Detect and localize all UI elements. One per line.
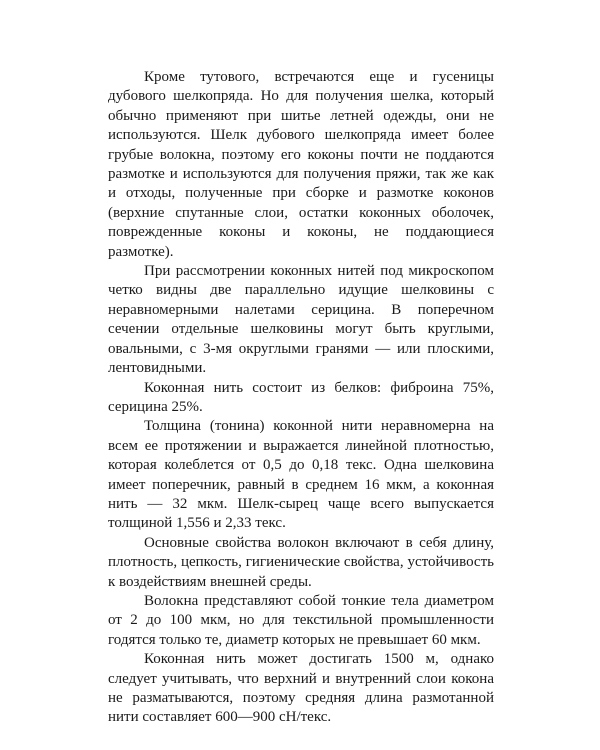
paragraph-thread-length: Коконная нить может достигать 1500 м, однако следует учитывать, что верхний и внутренний слои кокона не разматываются, поэтому средняя длина размотанной нити составляет 600—900 сН/текс. bbox=[108, 651, 494, 726]
paragraph-thread-thickness: Толщина (тонина) коконной нити неравномерна на всем ее протяжении и выражается линейной плотностью, которая колеблется от 0,5 до 0,18 текс. Одна шелковина имеет поперечник, равный в среднем 16 мкм, а коконная нить — 32 мкм. Шелк-сырец чаще всего выпускается толщиной 1,556 и 2,33 текс. bbox=[108, 418, 494, 532]
paragraph-protein-composition: Коконная нить состоит из белков: фиброина 75%, серицина 25%. bbox=[108, 379, 494, 415]
paragraph-oak-silkworm: Кроме тутового, встречаются еще и гусеницы дубового шелкопряда. Но для получения шелка, который обычно применяют при шитье летней одежды, они не используются. Шелк дубового шелкопряда имеет более грубые волокна, поэтому его коконы почти не поддаются размотке и используются для получения пряжи, так же как и отходы, полученные при сборке и размотке коконов (верхние спутанные слои, остатки коконных оболочек, поврежденные коконы и коконы, не поддающиеся размотке). bbox=[108, 69, 494, 260]
paragraph-microscope: При рассмотрении коконных нитей под микроскопом четко видны две параллельно идущие шелковины с неравномерными налетами серицина. В поперечном сечении отдельные шелковины могут быть круглыми, овальными, с 3-мя округлыми гранями — или плоскими, лентовидными. bbox=[108, 263, 494, 377]
paragraph-fiber-properties: Основные свойства волокон включают в себя длину, плотность, цепкость, гигиенические свойства, устойчивость к воздействиям внешней среды. bbox=[108, 534, 494, 590]
body-text bbox=[108, 68, 494, 728]
paragraph-fiber-diameter: Волокна представляют собой тонкие тела диаметром от 2 до 100 мкм, но для текстильной промышленности годятся только те, диаметр которых не превышает 60 мкм. bbox=[108, 592, 494, 648]
